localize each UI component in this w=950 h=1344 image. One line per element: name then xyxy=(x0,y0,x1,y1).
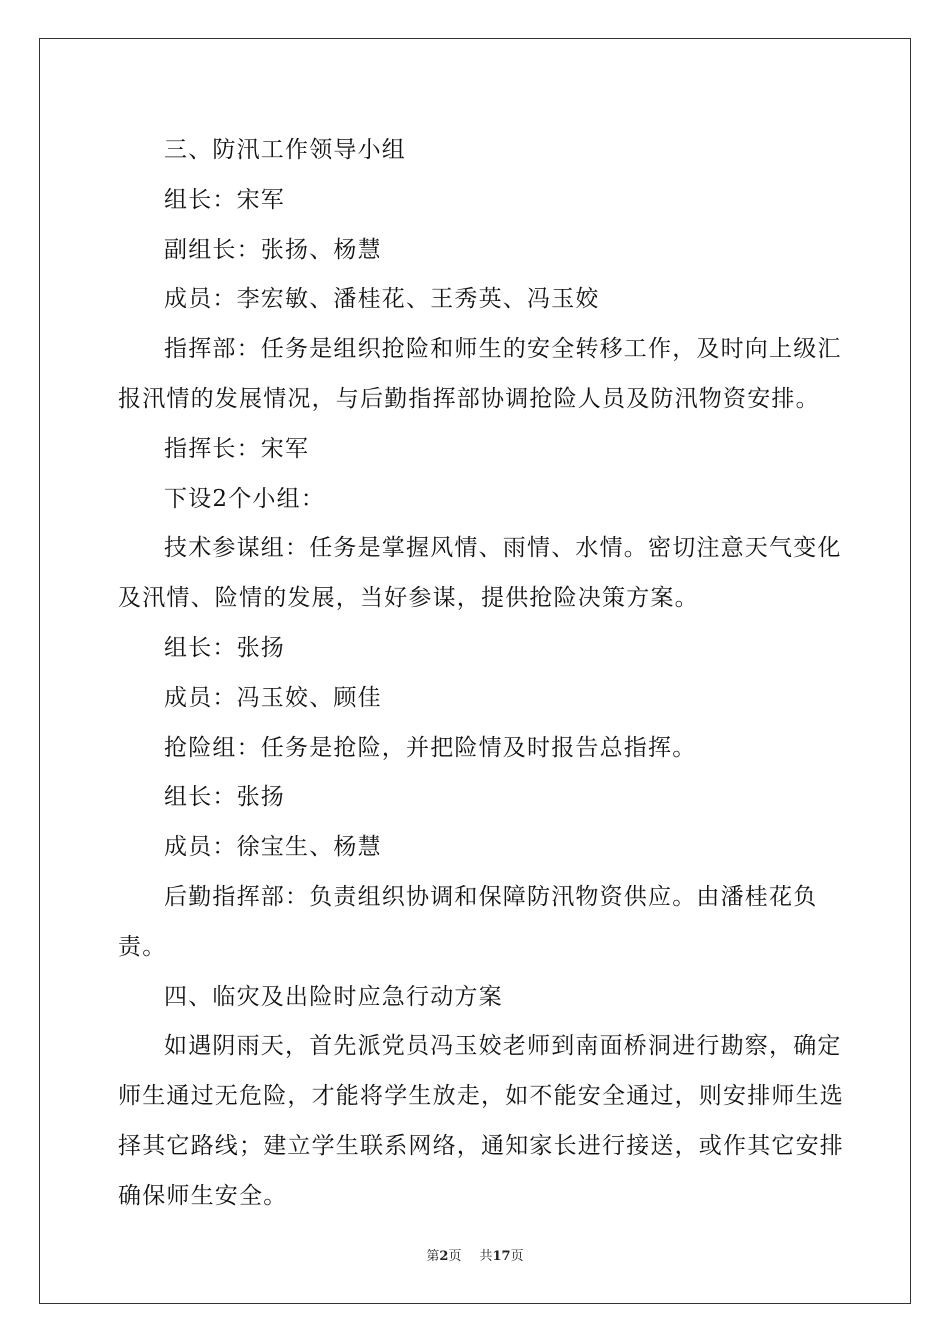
logistics-paragraph: 后勤指挥部：负责组织协调和保障防汛物资供应。由潘桂花负责。 xyxy=(118,883,818,960)
emergency-plan-paragraph: 如遇阴雨天，首先派党员冯玉姣老师到南面桥洞进行勘察，确定师生通过无危险，才能将学生放走，如不能安全通过，则安排师生选择其它路线；建立学生联系网络，通知家长进行接送，或作其它安排确保师生安全。 xyxy=(118,1033,844,1209)
tech-group-members: 成员：冯玉姣、顾佳 xyxy=(164,684,382,711)
footer-total-prefix: 共 xyxy=(479,1249,493,1264)
footer-total-pages: 17 xyxy=(492,1249,511,1264)
footer-page-suffix: 页 xyxy=(448,1249,462,1264)
rescue-group-paragraph: 抢险组：任务是抢险，并把险情及时报告总指挥。 xyxy=(164,734,697,761)
section-heading-4: 四、临灾及出险时应急行动方案 xyxy=(164,983,503,1010)
footer-total-suffix: 页 xyxy=(510,1249,524,1264)
members-line: 成员：李宏敏、潘桂花、王秀英、冯玉姣 xyxy=(164,286,600,313)
leader-line: 组长：宋军 xyxy=(164,186,285,213)
tech-group-paragraph: 技术参谋组：任务是掌握风情、雨情、水情。密切注意天气变化及汛情、险情的发展，当好参谋，提供抢险决策方案。 xyxy=(118,535,842,612)
rescue-group-members: 成员：徐宝生、杨慧 xyxy=(164,834,382,861)
footer-page-prefix: 第 xyxy=(426,1249,440,1264)
commander-line: 指挥长：宋军 xyxy=(164,435,310,462)
section-heading-3: 三、防汛工作领导小组 xyxy=(164,137,406,163)
page-footer xyxy=(0,1249,950,1265)
tech-group-leader: 组长：张扬 xyxy=(164,634,285,661)
document-body xyxy=(118,126,858,1222)
deputy-leader-line: 副组长：张扬、杨慧 xyxy=(164,236,382,263)
subgroups-line: 下设2个小组： xyxy=(164,485,326,512)
command-paragraph: 指挥部：任务是组织抢险和师生的安全转移工作，及时向上级汇报汛情的发展情况，与后勤指挥部协调抢险人员及防汛物资安排。 xyxy=(118,336,842,412)
rescue-group-leader: 组长：张扬 xyxy=(164,784,285,811)
footer-page-number: 2 xyxy=(439,1249,449,1264)
